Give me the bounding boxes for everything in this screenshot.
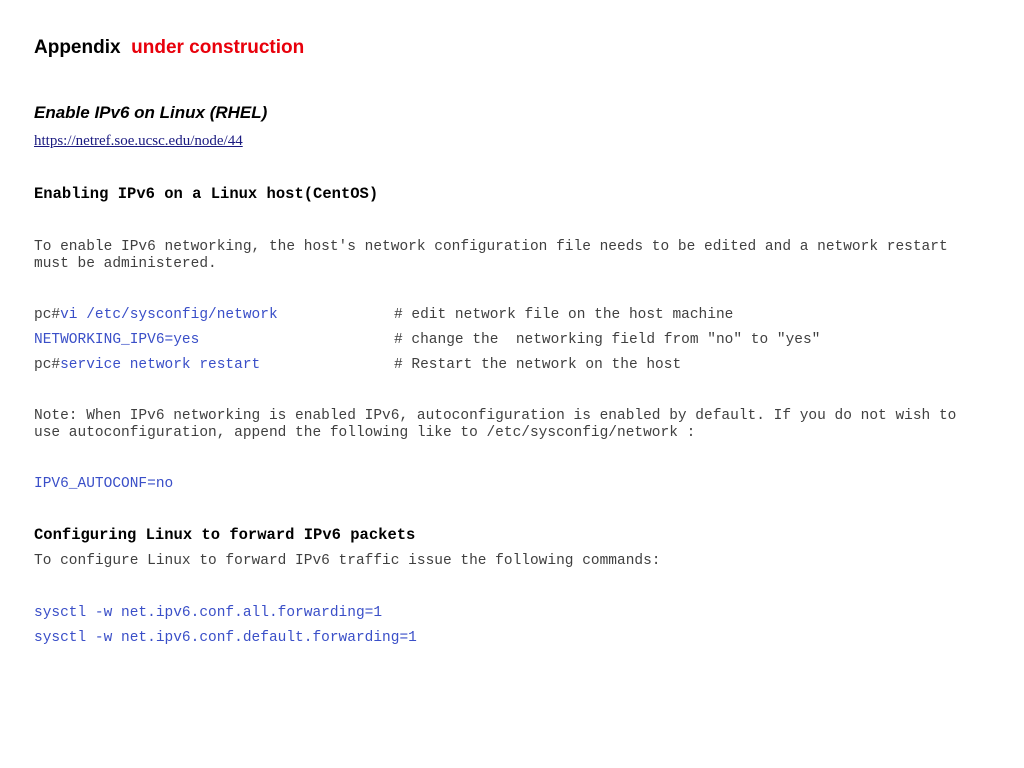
centos-intro bbox=[34, 239, 994, 273]
centos-heading: Enabling IPv6 on a Linux host(CentOS) bbox=[34, 185, 379, 203]
command-comment-1: # edit network file on the host machine bbox=[394, 307, 734, 323]
autoconf-note-line1: Note: When IPv6 networking is enabled IPv6, autoconfiguration is enabled by default. If you do not wish to bbox=[34, 408, 957, 424]
command-line-2 bbox=[34, 332, 199, 348]
construction-status: under construction bbox=[131, 37, 305, 58]
forwarding-command-all: sysctl -w net.ipv6.conf.all.forwarding=1 bbox=[34, 605, 383, 621]
command-text: service network restart bbox=[60, 357, 261, 373]
autoconf-note bbox=[34, 408, 994, 442]
title-text: Appendix bbox=[34, 37, 121, 58]
forwarding-command-default: sysctl -w net.ipv6.conf.default.forwarding=1 bbox=[34, 630, 417, 646]
shell-prompt: pc# bbox=[34, 307, 61, 323]
shell-prompt: pc# bbox=[34, 357, 61, 373]
autoconf-note-line2: use autoconfiguration, append the following like to /etc/sysconfig/network : bbox=[34, 425, 696, 441]
rhel-reference-link[interactable]: https://netref.soe.ucsc.edu/node/44 bbox=[34, 133, 243, 149]
command-line-1 bbox=[34, 307, 278, 323]
command-line-3 bbox=[34, 357, 260, 373]
command-comment-2: # change the networking field from "no" to "yes" bbox=[394, 332, 821, 348]
forwarding-intro: To configure Linux to forward IPv6 traffic issue the following commands: bbox=[34, 553, 661, 569]
rhel-subtitle: Enable IPv6 on Linux (RHEL) bbox=[34, 103, 268, 122]
page-title bbox=[34, 37, 304, 59]
command-comment-3: # Restart the network on the host bbox=[394, 357, 682, 373]
centos-intro-line1: To enable IPv6 networking, the host's network configuration file needs to be edited and a network restart bbox=[34, 239, 948, 255]
command-text: vi /etc/sysconfig/network bbox=[60, 307, 278, 323]
command-text: NETWORKING_IPV6=yes bbox=[34, 332, 200, 348]
centos-intro-line2: must be administered. bbox=[34, 256, 217, 272]
forwarding-heading: Configuring Linux to forward IPv6 packets bbox=[34, 526, 416, 544]
autoconf-setting: IPV6_AUTOCONF=no bbox=[34, 476, 174, 492]
